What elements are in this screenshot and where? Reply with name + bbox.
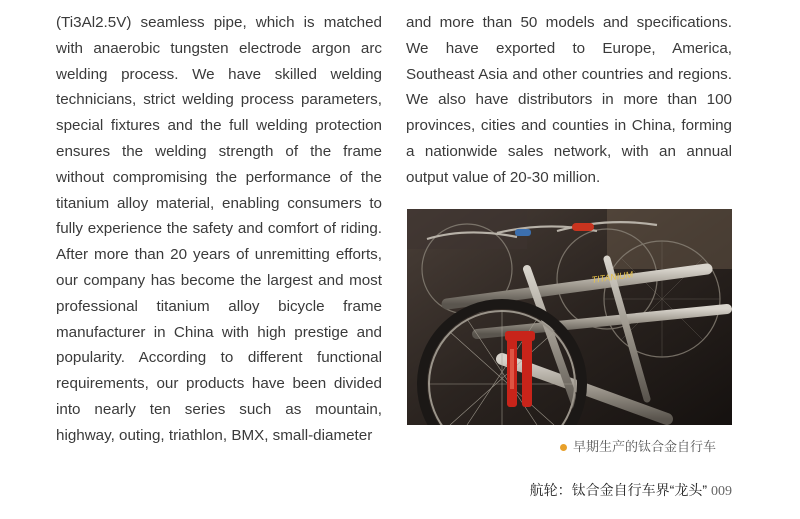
frame-logo-text: TITANIUM (590, 269, 634, 285)
right-column-paragraph: and more than 50 models and specifications. We have exported to Europe, America, Southeast Asia and other countries and regions. We also have distributors in more than 100 provinces, cities and counties in China, forming a nationwide sales network, with an annual output value of 20-30 million. (406, 14, 732, 186)
page-footer (530, 479, 732, 501)
page-number: 009 (711, 484, 732, 499)
bullet-dot-icon (560, 444, 567, 451)
footer-title: 航轮：钛合金自行车界“龙头” (529, 482, 707, 498)
titanium-bicycles-photo (407, 209, 732, 425)
right-text-column (406, 10, 732, 191)
left-column-paragraph: (Ti3Al2.5V) seamless pipe, which is matched with anaerobic tungsten electrode argon arc welding process. We have skilled welding technicians, strict welding process parameters, special fixtures and the full welding protection ensures the welding strength of the frame without compromising the performance of the titanium alloy material, enabling consumers to fully experience the safety and comfort of riding. After more than 20 years of unremitting efforts, our company has become the largest and most professional titanium alloy bicycle frame manufacturer in China with high prestige and popularity. According to different functional requirements, our products have been divided into nearly ten series such as mountain, highway, outing, triathlon, BMX, small-diameter (56, 14, 382, 444)
photo-caption (560, 437, 732, 457)
bicycles-illustration (407, 209, 732, 425)
left-text-column (56, 10, 382, 449)
caption-text: 早期生产的钛合金自行车 (573, 439, 717, 454)
